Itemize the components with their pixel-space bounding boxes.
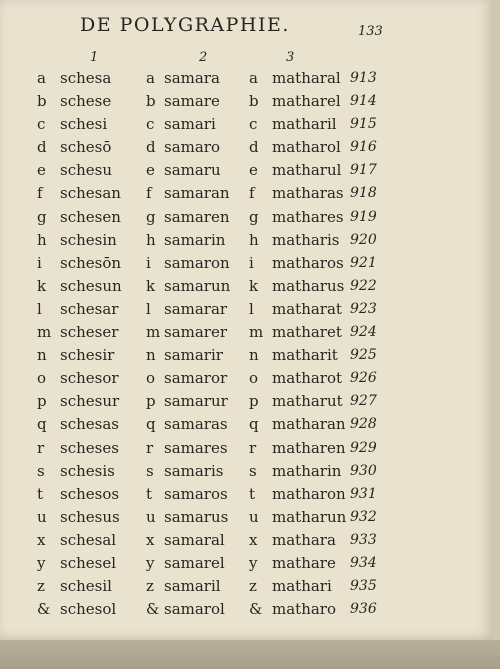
table-row bbox=[0, 321, 492, 344]
letter-col-2: m bbox=[146, 323, 161, 342]
table-row bbox=[0, 529, 492, 552]
word-col-2: samarur bbox=[164, 392, 228, 411]
table-row bbox=[0, 506, 492, 529]
letter-col-3: r bbox=[249, 438, 257, 457]
row-number: 930 bbox=[350, 462, 377, 479]
word-col-1: scheses bbox=[60, 438, 119, 457]
page-number: 133 bbox=[358, 24, 383, 39]
running-head: DE POLYGRAPHIE. bbox=[80, 14, 290, 36]
word-col-1: schesos bbox=[60, 484, 120, 503]
letter-col-3: e bbox=[249, 161, 258, 180]
letter-col-3: q bbox=[249, 415, 259, 434]
word-col-3: matharis bbox=[272, 230, 340, 249]
row-number: 920 bbox=[350, 231, 377, 248]
row-number: 916 bbox=[350, 139, 377, 156]
letter-col-1: c bbox=[37, 115, 46, 134]
column-number-2: 2 bbox=[199, 50, 208, 65]
table-row bbox=[0, 598, 492, 621]
word-col-1: schesal bbox=[60, 530, 117, 549]
row-number: 918 bbox=[350, 185, 377, 202]
letter-col-2: b bbox=[146, 92, 156, 111]
letter-col-3: t bbox=[249, 484, 256, 503]
letter-col-3: y bbox=[249, 553, 258, 572]
word-col-1: schesil bbox=[60, 577, 112, 596]
table-row bbox=[0, 67, 492, 90]
letter-col-2: s bbox=[146, 461, 154, 480]
word-col-3: mathari bbox=[272, 577, 332, 596]
row-number: 936 bbox=[350, 601, 377, 618]
letter-col-1: h bbox=[37, 230, 47, 249]
word-col-2: samaril bbox=[164, 577, 221, 596]
row-number: 935 bbox=[350, 578, 377, 595]
word-col-3: matharas bbox=[272, 184, 344, 203]
letter-col-1: p bbox=[37, 392, 47, 411]
table-row bbox=[0, 136, 492, 159]
table-row bbox=[0, 275, 492, 298]
word-col-3: mathares bbox=[272, 207, 344, 226]
row-number: 925 bbox=[350, 347, 377, 364]
word-col-1: schesas bbox=[60, 415, 119, 434]
table-row bbox=[0, 437, 492, 460]
word-col-2: samarol bbox=[164, 600, 225, 619]
word-col-2: samarus bbox=[164, 507, 229, 526]
word-col-1: schesen bbox=[60, 207, 121, 226]
letter-col-1: k bbox=[37, 276, 47, 295]
letter-col-3: i bbox=[249, 253, 254, 272]
word-col-1: schese bbox=[60, 92, 112, 111]
word-col-3: matharin bbox=[272, 461, 342, 480]
letter-col-2: f bbox=[146, 184, 152, 203]
word-col-3: matharal bbox=[272, 69, 341, 87]
row-number: 917 bbox=[350, 162, 377, 179]
word-col-3: matharel bbox=[272, 92, 341, 111]
letter-col-2: e bbox=[146, 161, 155, 180]
letter-col-1: b bbox=[37, 92, 47, 111]
word-col-2: samare bbox=[164, 92, 220, 111]
word-col-1: schesir bbox=[60, 346, 115, 365]
letter-col-1: l bbox=[37, 299, 42, 318]
row-number: 915 bbox=[350, 116, 377, 133]
word-col-2: samarel bbox=[164, 553, 225, 572]
word-col-3: matharot bbox=[272, 369, 343, 388]
row-number: 927 bbox=[350, 393, 377, 410]
letter-col-1: r bbox=[37, 438, 45, 457]
word-col-1: schesan bbox=[60, 184, 121, 203]
word-col-1: schesol bbox=[60, 600, 117, 619]
table-row bbox=[0, 575, 492, 598]
word-col-2: samaris bbox=[164, 461, 224, 480]
word-col-2: samaran bbox=[164, 184, 230, 203]
row-number: 926 bbox=[350, 370, 377, 387]
table-row bbox=[0, 460, 492, 483]
letter-col-3: n bbox=[249, 346, 259, 365]
letter-col-3: m bbox=[249, 323, 264, 342]
row-number: 919 bbox=[350, 208, 377, 225]
row-number: 931 bbox=[350, 485, 377, 502]
letter-col-2: x bbox=[146, 530, 155, 549]
word-col-3: matharit bbox=[272, 346, 338, 365]
row-number: 913 bbox=[350, 70, 377, 86]
word-col-3: matharen bbox=[272, 438, 346, 457]
table-row bbox=[0, 182, 492, 205]
letter-col-2: i bbox=[146, 253, 151, 272]
word-col-2: samarir bbox=[164, 346, 223, 365]
table-row bbox=[0, 552, 492, 575]
letter-col-3: b bbox=[249, 92, 259, 111]
letter-col-1: t bbox=[37, 484, 44, 503]
word-col-2: samaru bbox=[164, 161, 221, 180]
table-row bbox=[0, 344, 492, 367]
word-col-2: samares bbox=[164, 438, 228, 457]
letter-col-3: k bbox=[249, 276, 259, 295]
letter-col-3: s bbox=[249, 461, 257, 480]
word-col-1: schesi bbox=[60, 115, 108, 134]
letter-col-2: r bbox=[146, 438, 154, 457]
letter-col-1: a bbox=[37, 69, 46, 87]
letter-col-3: & bbox=[249, 600, 263, 619]
table-row bbox=[0, 367, 492, 390]
letter-col-2: o bbox=[146, 369, 156, 388]
row-number: 914 bbox=[350, 93, 377, 110]
word-col-1: schesō bbox=[60, 138, 112, 157]
table-row bbox=[0, 390, 492, 413]
letter-col-3: l bbox=[249, 299, 254, 318]
letter-col-2: u bbox=[146, 507, 156, 526]
word-col-3: matharul bbox=[272, 161, 342, 180]
letter-col-3: d bbox=[249, 138, 259, 157]
letter-col-2: d bbox=[146, 138, 156, 157]
word-col-3: matharos bbox=[272, 253, 344, 272]
row-number: 932 bbox=[350, 508, 377, 525]
letter-col-1: u bbox=[37, 507, 47, 526]
letter-col-2: c bbox=[146, 115, 155, 134]
word-col-3: matharil bbox=[272, 115, 337, 134]
letter-col-1: x bbox=[37, 530, 46, 549]
word-col-2: samaros bbox=[164, 484, 228, 503]
word-col-2: samarar bbox=[164, 299, 228, 318]
row-number: 923 bbox=[350, 300, 377, 317]
table-row bbox=[0, 229, 492, 252]
letter-col-3: f bbox=[249, 184, 255, 203]
row-number: 929 bbox=[350, 439, 377, 456]
row-number: 924 bbox=[350, 324, 377, 341]
word-col-3: matharet bbox=[272, 323, 342, 342]
word-col-2: samara bbox=[164, 69, 220, 87]
word-col-1: schesus bbox=[60, 507, 120, 526]
letter-col-2: y bbox=[146, 553, 155, 572]
letter-col-1: & bbox=[37, 600, 51, 619]
row-number: 933 bbox=[350, 531, 377, 548]
letter-col-2: h bbox=[146, 230, 156, 249]
word-col-3: mathara bbox=[272, 530, 336, 549]
page-edge-shadow bbox=[0, 640, 500, 669]
letter-col-1: e bbox=[37, 161, 46, 180]
table-row bbox=[0, 298, 492, 321]
table-row bbox=[0, 90, 492, 113]
letter-col-2: g bbox=[146, 207, 156, 226]
word-col-3: matharat bbox=[272, 299, 342, 318]
word-col-2: samarer bbox=[164, 323, 228, 342]
word-col-2: samaror bbox=[164, 369, 228, 388]
word-col-3: matharun bbox=[272, 507, 347, 526]
letter-col-2: n bbox=[146, 346, 156, 365]
letter-col-2: z bbox=[146, 577, 154, 596]
letter-col-2: l bbox=[146, 299, 151, 318]
word-col-2: samaro bbox=[164, 138, 221, 157]
table-row bbox=[0, 206, 492, 229]
letter-col-3: x bbox=[249, 530, 258, 549]
letter-col-1: y bbox=[37, 553, 46, 572]
letter-col-3: u bbox=[249, 507, 259, 526]
letter-col-2: k bbox=[146, 276, 156, 295]
word-col-1: schesar bbox=[60, 299, 119, 318]
row-number: 922 bbox=[350, 277, 377, 294]
letter-col-3: c bbox=[249, 115, 258, 134]
letter-col-1: f bbox=[37, 184, 43, 203]
table-row bbox=[0, 159, 492, 182]
letter-col-3: h bbox=[249, 230, 259, 249]
table-row bbox=[0, 252, 492, 275]
word-col-2: samaral bbox=[164, 530, 225, 549]
word-col-1: schesel bbox=[60, 553, 117, 572]
letter-col-1: s bbox=[37, 461, 45, 480]
word-col-2: samarin bbox=[164, 230, 226, 249]
word-col-3: matharol bbox=[272, 138, 341, 157]
word-col-1: schesor bbox=[60, 369, 119, 388]
letter-col-1: q bbox=[37, 415, 47, 434]
letter-col-2: t bbox=[146, 484, 153, 503]
word-col-1: schesin bbox=[60, 230, 117, 249]
table-row bbox=[0, 483, 492, 506]
column-number-1: 1 bbox=[90, 50, 99, 65]
letter-col-3: a bbox=[249, 69, 258, 87]
word-col-1: schesun bbox=[60, 276, 122, 295]
word-col-3: matharut bbox=[272, 392, 343, 411]
letter-col-1: i bbox=[37, 253, 42, 272]
word-col-1: schesur bbox=[60, 392, 120, 411]
word-col-1: scheser bbox=[60, 323, 119, 342]
word-col-2: samarun bbox=[164, 276, 231, 295]
letter-col-1: g bbox=[37, 207, 47, 226]
word-col-3: matharon bbox=[272, 484, 346, 503]
word-col-2: samaron bbox=[164, 253, 230, 272]
letter-col-2: a bbox=[146, 69, 155, 87]
letter-col-3: o bbox=[249, 369, 259, 388]
word-col-2: samaren bbox=[164, 207, 230, 226]
letter-col-3: g bbox=[249, 207, 259, 226]
word-col-3: mathare bbox=[272, 553, 336, 572]
row-number: 928 bbox=[350, 416, 377, 433]
cipher-table bbox=[0, 67, 492, 621]
word-col-3: matharo bbox=[272, 600, 336, 619]
letter-col-1: d bbox=[37, 138, 47, 157]
word-col-2: samari bbox=[164, 115, 216, 134]
column-number-3: 3 bbox=[286, 50, 295, 65]
table-row bbox=[0, 113, 492, 136]
letter-col-1: m bbox=[37, 323, 52, 342]
letter-col-2: q bbox=[146, 415, 156, 434]
row-number: 921 bbox=[350, 254, 377, 271]
letter-col-2: p bbox=[146, 392, 156, 411]
letter-col-3: p bbox=[249, 392, 259, 411]
table-row bbox=[0, 413, 492, 436]
row-number: 934 bbox=[350, 554, 377, 571]
letter-col-1: o bbox=[37, 369, 47, 388]
word-col-3: matharan bbox=[272, 415, 346, 434]
letter-col-1: n bbox=[37, 346, 47, 365]
letter-col-2: & bbox=[146, 600, 160, 619]
letter-col-3: z bbox=[249, 577, 257, 596]
word-col-1: schesis bbox=[60, 461, 115, 480]
letter-col-1: z bbox=[37, 577, 45, 596]
word-col-2: samaras bbox=[164, 415, 228, 434]
word-col-1: schesu bbox=[60, 161, 112, 180]
word-col-1: schesōn bbox=[60, 253, 122, 272]
word-col-1: schesa bbox=[60, 69, 112, 87]
word-col-3: matharus bbox=[272, 276, 345, 295]
